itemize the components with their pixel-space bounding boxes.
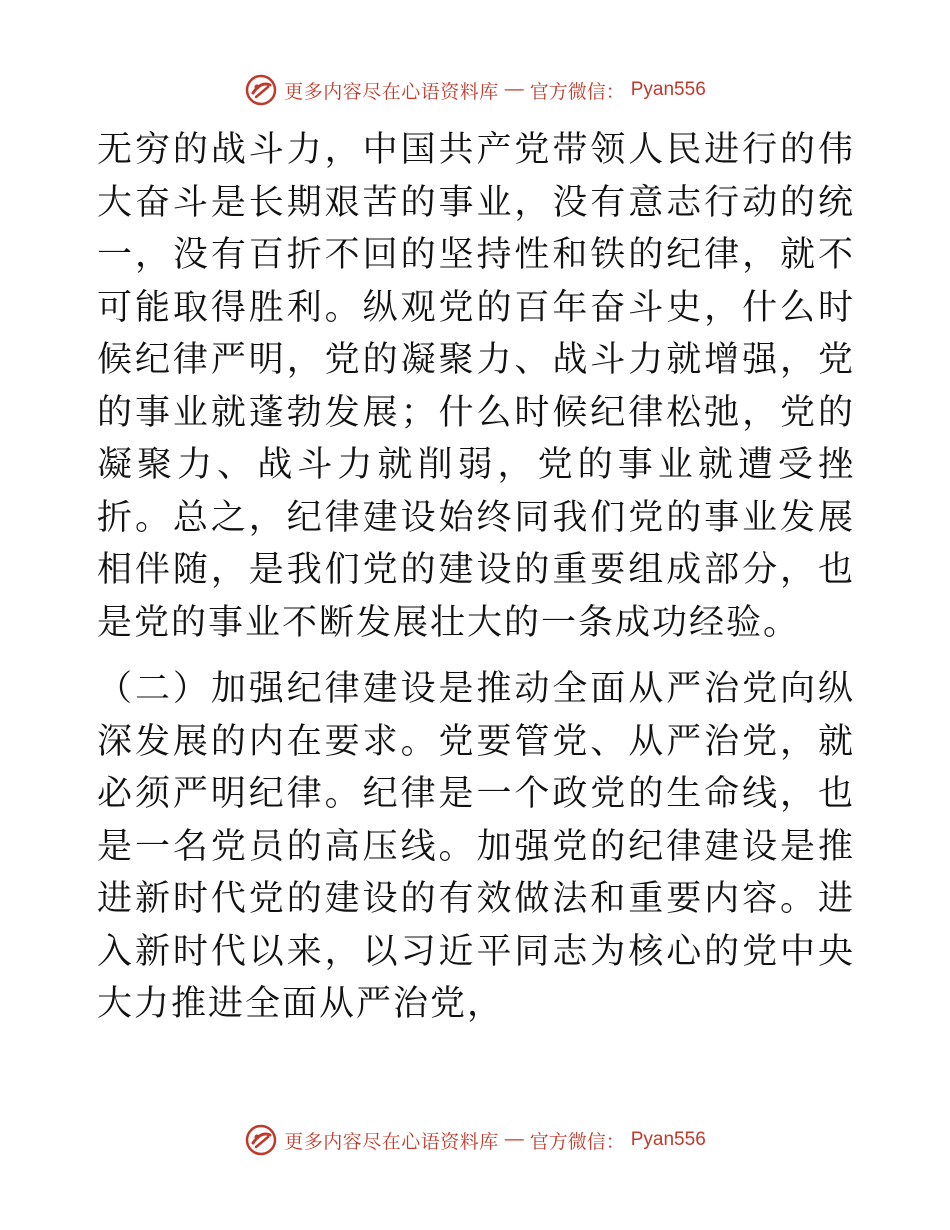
header-banner-text: 更多内容尽在心语资料库 (284, 80, 499, 103)
header-wechat-label: 官方微信： (529, 80, 625, 103)
header-wechat-id: Pyan556 (630, 79, 706, 100)
footer-wechat-label: 官方微信： (529, 1130, 625, 1153)
paragraph-2: （二）加强纪律建设是推动全面从严治党向纵深发展的内在要求。党要管党、从严治党，就必须严明纪律。纪律是一个政党的生命线，也是一名党员的高压线。加强党的纪律建设是推进新时代党的建设的有效做法和重要内容。进入新时代以来，以习近平同志为核心的党中央大力推进全面从严治党， (97, 669, 855, 1024)
footer-banner-text: 更多内容尽在心语资料库 (284, 1130, 499, 1153)
footer-wechat-id: Pyan556 (630, 1129, 706, 1150)
footer-banner (0, 1120, 950, 1160)
logo-icon (244, 73, 278, 107)
header-banner-dash: — (504, 79, 524, 100)
document-body (97, 124, 855, 1031)
footer-banner-dash: — (504, 1129, 524, 1150)
logo-icon (244, 1123, 278, 1157)
paragraph-1: 无穷的战斗力，中国共产党带领人民进行的伟大奋斗是长期艰苦的事业，没有意志行动的统一，没有百折不回的坚持性和铁的纪律，就不可能取得胜利。纵观党的百年奋斗史，什么时候纪律严明，党的凝聚力、战斗力就增强，党的事业就蓬勃发展；什么时候纪律松弛，党的凝聚力、战斗力就削弱，党的事业就遭受挫折。总之，纪律建设始终同我们党的事业发展相伴随，是我们党的建设的重要组成部分，也是党的事业不断发展壮大的一条成功经验。 (97, 130, 855, 643)
header-banner (0, 70, 950, 110)
